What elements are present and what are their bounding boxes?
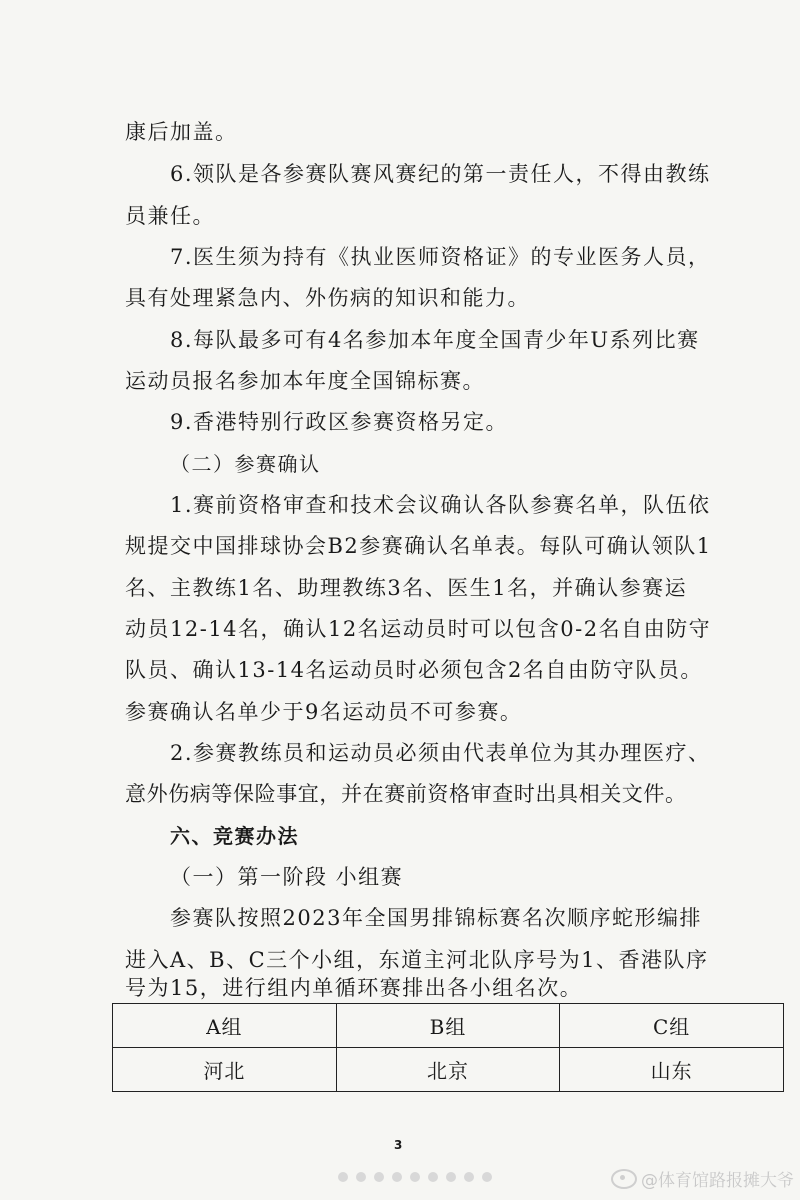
dot	[482, 1172, 492, 1182]
text-line: 员兼任。	[125, 204, 215, 228]
watermark	[611, 1166, 794, 1191]
section-heading: （二）参赛确认	[170, 452, 321, 476]
dot	[338, 1172, 348, 1182]
group-table	[112, 1003, 784, 1092]
table-header-cell: C组	[560, 1004, 784, 1048]
text-line: 进入A、B、C三个小组，东道主河北队序号为1、香港队序	[125, 948, 709, 972]
carousel-dots	[338, 1172, 492, 1182]
table-header-row	[113, 1004, 784, 1048]
dot	[428, 1172, 438, 1182]
page-number: 3	[394, 1138, 403, 1152]
table-row	[113, 1048, 784, 1092]
dot	[464, 1172, 474, 1182]
text-line: 参赛队按照2023年全国男排锦标赛名次顺序蛇形编排	[170, 906, 702, 930]
watermark-text: @体育馆路报摊大爷	[641, 1171, 794, 1191]
dot	[446, 1172, 456, 1182]
table-cell: 北京	[336, 1048, 560, 1092]
table-header-cell: A组	[113, 1004, 337, 1048]
text-line: 意外伤病等保险事宜，并在赛前资格审查时出具相关文件。	[125, 782, 687, 806]
dot	[410, 1172, 420, 1182]
text-line: 康后加盖。	[125, 120, 238, 144]
text-line: 运动员报名参加本年度全国锦标赛。	[125, 369, 485, 393]
text-line: 1.赛前资格审查和技术会议确认各队参赛名单，队伍依	[170, 493, 711, 517]
text-line: 号为15，进行组内单循环赛排出各小组名次。	[125, 976, 583, 1000]
text-line: 8.每队最多可有4名参加本年度全国青少年U系列比赛	[170, 328, 700, 352]
text-line: 9.香港特别行政区参赛资格另定。	[170, 410, 509, 434]
dot	[374, 1172, 384, 1182]
dot	[392, 1172, 402, 1182]
text-line: 动员12-14名，确认12名运动员时可以包含0-2名自由防守	[125, 617, 712, 641]
text-line: 队员、确认13-14名运动员时必须包含2名自由防守队员。	[125, 658, 703, 682]
table-cell: 河北	[113, 1048, 337, 1092]
weibo-logo-icon	[611, 1169, 637, 1189]
text-line: 2.参赛教练员和运动员必须由代表单位为其办理医疗、	[170, 741, 711, 765]
table-cell: 山东	[560, 1048, 784, 1092]
text-line: 规提交中国排球协会B2参赛确认名单表。每队可确认领队1	[125, 534, 712, 558]
dot	[356, 1172, 366, 1182]
text-line: 参赛确认名单少于9名运动员不可参赛。	[125, 700, 523, 724]
table-header-cell: B组	[336, 1004, 560, 1048]
section-heading: 六、竞赛办法	[170, 824, 299, 848]
text-line: 名、主教练1名、助理教练3名、医生1名，并确认参赛运	[125, 576, 688, 600]
text-line: 具有处理紧急内、外伤病的知识和能力。	[125, 286, 530, 310]
text-line: 7.医生须为持有《执业医师资格证》的专业医务人员，	[170, 245, 711, 269]
text-line: 6.领队是各参赛队赛风赛纪的第一责任人，不得由教练	[170, 162, 711, 186]
subsection-heading: （一）第一阶段 小组赛	[170, 865, 404, 889]
